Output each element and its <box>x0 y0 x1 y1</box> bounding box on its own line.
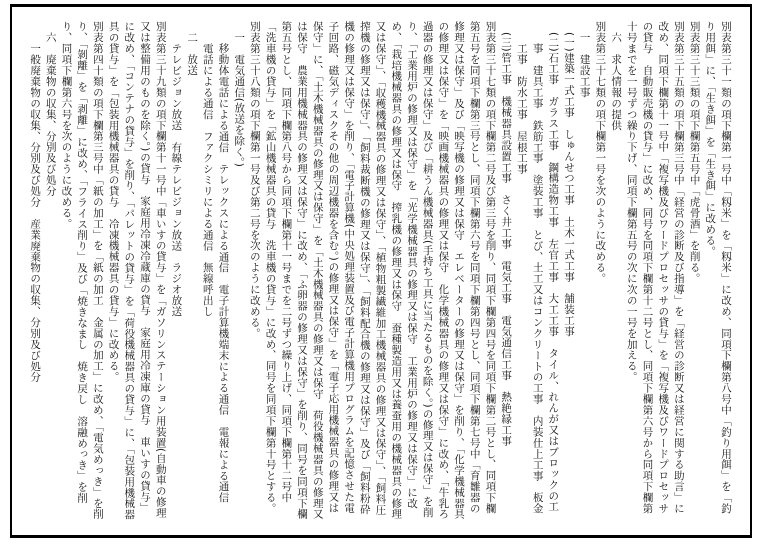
paragraph: テレビジョン放送 有線テレビジョン放送 ラジオ放送 <box>170 43 183 317</box>
paragraph: 一般廃棄物の収集、分別及び処分 産業廃棄物の収集、分別及び処分 <box>29 43 42 383</box>
paragraph: 別表第三十三類の項下欄第五号中「虎骨酒」を削る。 <box>688 21 701 284</box>
paragraph: (二)石工事 ガラス工事 鋼構造物工事 左官工事 大工工事 タイル、れんが又はブロックの工事 建具工事 鉄筋工事 塗装工事 とび、土工又はコンクリートの工事 内装仕上工事 板金工事 防水工事 屋根工事 <box>515 32 560 514</box>
paragraph: 一 電気通信(放送を除く。) <box>233 32 246 168</box>
paragraph: 移動体電話による通信 テレックスによる通信 電子計算機端末による通信 電報による通信 電話による通信 ファクシミリによる通信 無線呼出し <box>201 43 230 514</box>
paragraph: 別表第三十八類の項下欄第一号及び第二号を次のように改める。 <box>248 21 261 339</box>
paragraph: (一)建築一式工事 しゅんせつ工事 土木一式工事 舗装工事 <box>562 32 575 337</box>
paragraph: 六 廃棄物の収集、分別及び処分 <box>44 32 57 197</box>
paragraph: 一 建設工事 <box>578 32 591 98</box>
page-rule-frame <box>10 4 752 538</box>
paragraph: 二 放送 <box>186 32 199 76</box>
paragraph: 別表第三十七類の項下欄第一号を次のように改める。 <box>594 21 607 284</box>
paragraph: 別表第三十一類の項下欄第一号中「籾米」を「籾米」に改め、同項下欄第八号中「釣り用餌」を「釣り用餌」に、「生き餌」を「生き餌」に改める。 <box>704 21 732 514</box>
paragraph: (三)管工事 機械器具設置工事 さく井工事 電気工事 電気通信工事 熱絶縁工事 <box>500 32 513 447</box>
paragraph: 別表第三十七類の項下欄第二号及び第三号を削り、同項下欄第四号を同項下欄第二号とし、同項下欄第五号を同項下欄第三号とし、同項下欄第六号を同項下欄第四号とし、同項下欄第七号中「育雛器の修理又は保守」及び「映写機の修理又は保守 エレベーターの修理又は保守」を削り、「化学機械器具の修理又は保守」を「映画機械器具の修理又は保守 化学機械器具の修理又は保守」に改め、「牛乳ろ過器の修理又は保守」及び「耕うん機械器具(手持ち工具に当たるものを除く。)の修理又は保守」を削り、「工業用炉の修理又は保守」を「光学機械器具の修理又は保守 工業用炉の修理又は保守」に改め、「栽培機械器具の修理又は保守 搾乳機の修理又は保守 蚕種製造用又は養蚕用の機械器具の修理又は保守」、「収穫機械器具の修理又は保守」、「植物粗製繊維加工機械器具の修理又は保守」、「飼料圧搾機の修理又は保守」、「飼料裁断機の修理又は保守」、「飼料配合機の修理又は保守」及び「飼料粉砕機の修理又は保守」を削り、「電子計算機(中央処理装置及び電子計算機用プログラムを記憶させた電子回路、磁気ディスクその他の周辺機器を含む。)の修理又は保守」を「電子応用機械器具の修理又は保守」に、「土木機械器具の修理又は保守」を「土木機械器具の修理又は保守 荷役機械器具の修理又は保守 農業用機械器具の修理又は保守」に改め、「ふ卵器の修理又は保守」を削り、同号を同項下欄第五号とし、同項下欄第八号から同項下欄第十一号までを二号ずつ繰り上げ、同項下欄第十二号中「洗車機の貸与」を「鉱山機械器具の貸与 洗車機の貸与」に改め、同号を同項下欄第十号とする。 <box>264 21 497 520</box>
paragraph: 別表第三十九類の項下欄第十一号中「車いすの貸与」を「ガソリンステーション用装置(自動車の修理又は整備用のものを除く。)の貸与 家庭用冷凍冷蔵庫の貸与 家庭用冷凍庫の貸与 車いすの貸与」に改め、「コンテナの貸与」を削り、「パレットの貸与」を「荷役機械器具の貸与」に、「包装用機械器具の貸与」を「包装用機械器具の貸与 冷凍機械器具の貸与」に改める。 <box>107 21 167 520</box>
paragraph: 別表第三十五類の項下欄第三号中「経営の診断及び指導」を「経営の診断又は経営に関する助言」に改め、同項下欄第十一号中「複写機及びワードプロセッサの貸与」を「複写機及びワードプロセッサの貸与 自動販売機の貸与」に改め、同号を同項下欄第十二号とし、同項下欄第六号から同項下欄第十号までを一号ずつ繰り下げ、同項下欄第五号の次に次の一号を加える。 <box>625 21 685 514</box>
vertical-text-body <box>29 21 733 521</box>
paragraph: 六 求人情報の提供 <box>610 32 623 131</box>
paragraph: 別表第四十類の項下欄第三号中「紙の加工」を「紙の加工 金属の加工」に改め、「電気めっき」を削り、「剝離」を「剥離」に改め、「フライス削り」及び「焼きなまし 焼き戻し 溶融めっき」を削り、同項下欄第六号を次のように改める。 <box>60 21 104 520</box>
